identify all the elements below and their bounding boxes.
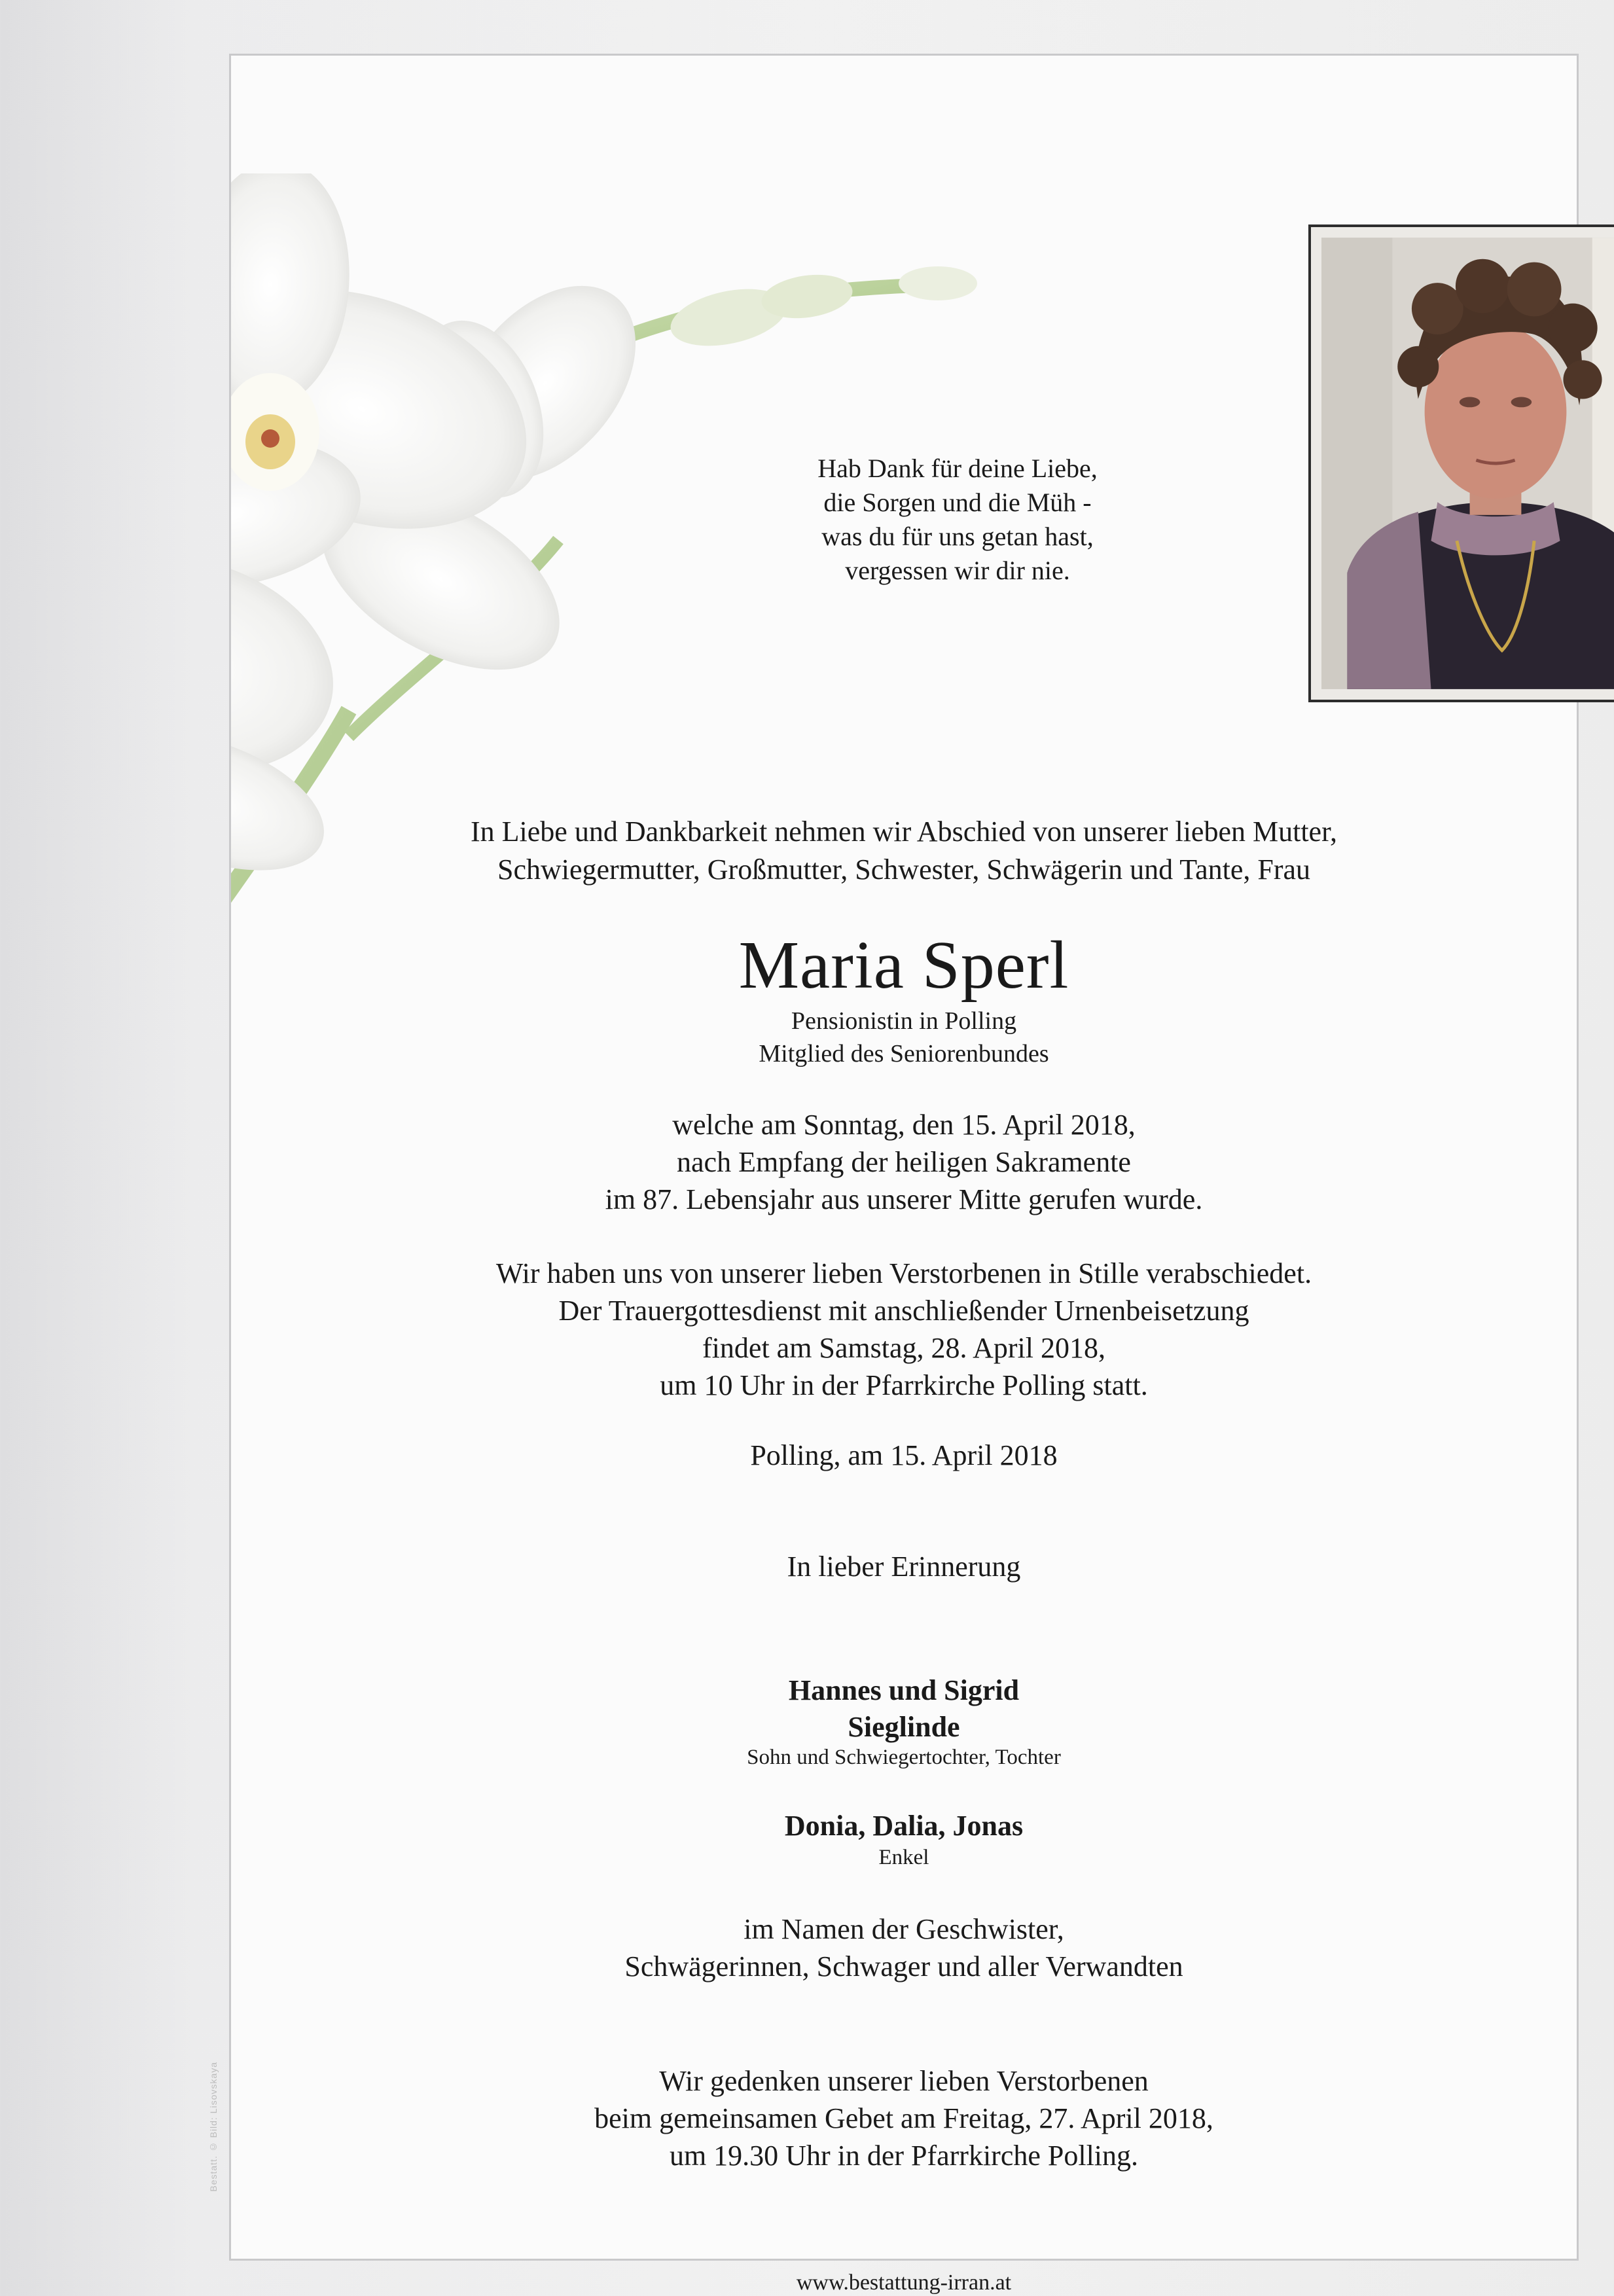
role-line: Pensionistin in Polling	[791, 1007, 1017, 1035]
image-credit: Bestatt. © Bild: Lisovskaya	[208, 2062, 219, 2192]
portrait-frame	[1308, 224, 1614, 702]
role-line: Mitglied des Seniorenbundes	[759, 1040, 1049, 1067]
prayer-line: um 19.30 Uhr in der Pfarrkirche Polling.	[669, 2140, 1139, 2172]
prayer-line: beim gemeinsamen Gebet am Freitag, 27. April 2018,	[594, 2102, 1213, 2134]
service-info	[231, 1255, 1577, 1404]
intro-line: In Liebe und Dankbarkeit nehmen wir Abschied von unserer lieben Mutter,	[471, 816, 1337, 848]
poem-line: was du für uns getan hast,	[821, 522, 1094, 551]
poem-verse	[742, 452, 1174, 588]
siblings-line: im Namen der Geschwister,	[744, 1913, 1064, 1945]
family-group-2: Donia, Dalia, Jonas	[784, 1810, 1024, 1842]
death-line: im 87. Lebensjahr aus unserer Mitte gerufen wurde.	[605, 1183, 1203, 1215]
death-notice	[231, 1106, 1577, 1218]
family-group-1	[231, 1672, 1577, 1746]
website-link[interactable]: www.bestattung-irran.at	[796, 2270, 1012, 2295]
obituary-card	[229, 54, 1579, 2295]
family-names: Sieglinde	[848, 1711, 960, 1743]
memory-heading: In lieber Erinnerung	[787, 1551, 1021, 1583]
intro-text	[231, 813, 1577, 889]
service-line: Wir haben uns von unserer lieben Verstorbenen in Stille verabschiedet.	[495, 1257, 1312, 1289]
family-relation-1: Sohn und Schwiegertochter, Tochter	[747, 1746, 1061, 1769]
poem-line: Hab Dank für deine Liebe,	[817, 454, 1098, 483]
deceased-name: Maria Sperl	[738, 927, 1069, 1003]
prayer-info	[231, 2062, 1577, 2174]
siblings-line: Schwägerinnen, Schwager und aller Verwandten	[624, 1950, 1183, 1982]
poem-line: vergessen wir dir nie.	[845, 556, 1070, 585]
family-names: Hannes und Sigrid	[788, 1674, 1020, 1706]
death-line: welche am Sonntag, den 15. April 2018,	[672, 1109, 1136, 1141]
family-relation-2: Enkel	[878, 1846, 929, 1869]
prayer-line: Wir gedenken unserer lieben Verstorbenen	[659, 2065, 1149, 2097]
service-line: um 10 Uhr in der Pfarrkirche Polling statt.	[660, 1369, 1148, 1401]
service-line: Der Trauergottesdienst mit anschließender Urnenbeisetzung	[558, 1295, 1249, 1327]
deceased-roles	[231, 1005, 1577, 1070]
death-line: nach Empfang der heiligen Sakramente	[677, 1146, 1131, 1178]
place-date: Polling, am 15. April 2018	[750, 1439, 1058, 1471]
intro-line: Schwiegermutter, Großmutter, Schwester, Schwägerin und Tante, Frau	[497, 853, 1311, 886]
orchid-illustration	[231, 173, 1226, 1247]
service-line: findet am Samstag, 28. April 2018,	[702, 1332, 1105, 1364]
siblings-text	[231, 1910, 1577, 1985]
poem-line: die Sorgen und die Müh -	[823, 488, 1092, 517]
portrait-photo	[1321, 238, 1614, 689]
